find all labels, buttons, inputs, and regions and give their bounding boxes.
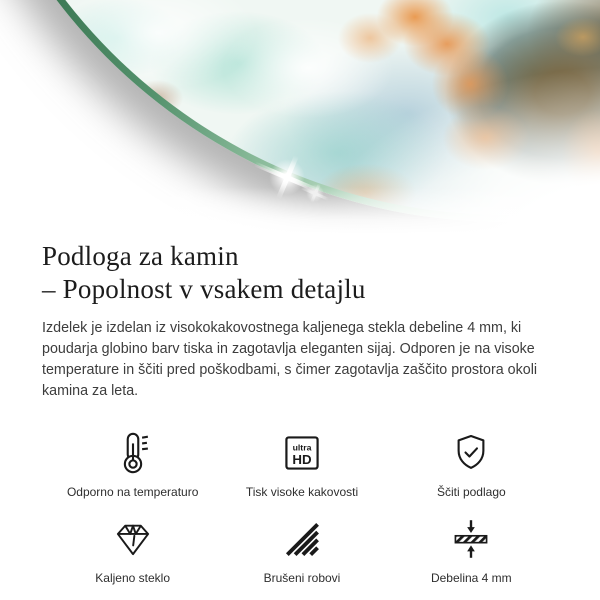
- feature-label: Ščiti podlago: [436, 485, 506, 499]
- title-line-2: – Popolnost v vsakem detajlu: [42, 274, 366, 304]
- feature-label: Tisk visoke kakovosti: [245, 485, 359, 499]
- thickness-icon: [449, 516, 493, 562]
- product-description: Izdelek je izdelan iz visokokakovostnega kaljenega stekla debeline 4 mm, ki poudarja globino barv tiska in zagotavlja eleganten sijaj. Odporen je na visoke temperature in ščiti pred poškodbami, s čimer zagotavlja zaščito prostora okoli kamina za leta.: [42, 320, 538, 399]
- features-grid: [42, 430, 562, 586]
- product-info-section: [0, 234, 600, 586]
- beveled-edges-icon: [280, 516, 324, 562]
- feature-label: Odporno na temperaturo: [66, 485, 199, 499]
- ultra-hd-icon: [280, 430, 324, 476]
- feature-protects-surface: [387, 430, 556, 500]
- glass-panel-edge: [0, 0, 600, 222]
- marble-print-surface: [0, 0, 600, 215]
- thermometer-icon: [110, 430, 156, 476]
- title-line-1: Podloga za kamin: [42, 241, 239, 271]
- feature-label: Kaljeno steklo: [95, 571, 171, 585]
- feature-thickness: [387, 516, 556, 586]
- feature-print-quality: [217, 430, 386, 500]
- svg-text:HD: HD: [292, 452, 312, 467]
- diamond-icon: [111, 516, 155, 562]
- feature-temperature-resistant: [48, 430, 217, 500]
- svg-text:ultra: ultra: [292, 442, 312, 453]
- shield-check-icon: [449, 430, 493, 476]
- feature-polished-edges: [217, 516, 386, 586]
- feature-label: Debelina 4 mm: [430, 571, 512, 585]
- feature-tempered-glass: [48, 516, 217, 586]
- page-title: [42, 240, 562, 306]
- feature-label: Brušeni robovi: [263, 571, 341, 585]
- hero-product-image: [0, 0, 600, 234]
